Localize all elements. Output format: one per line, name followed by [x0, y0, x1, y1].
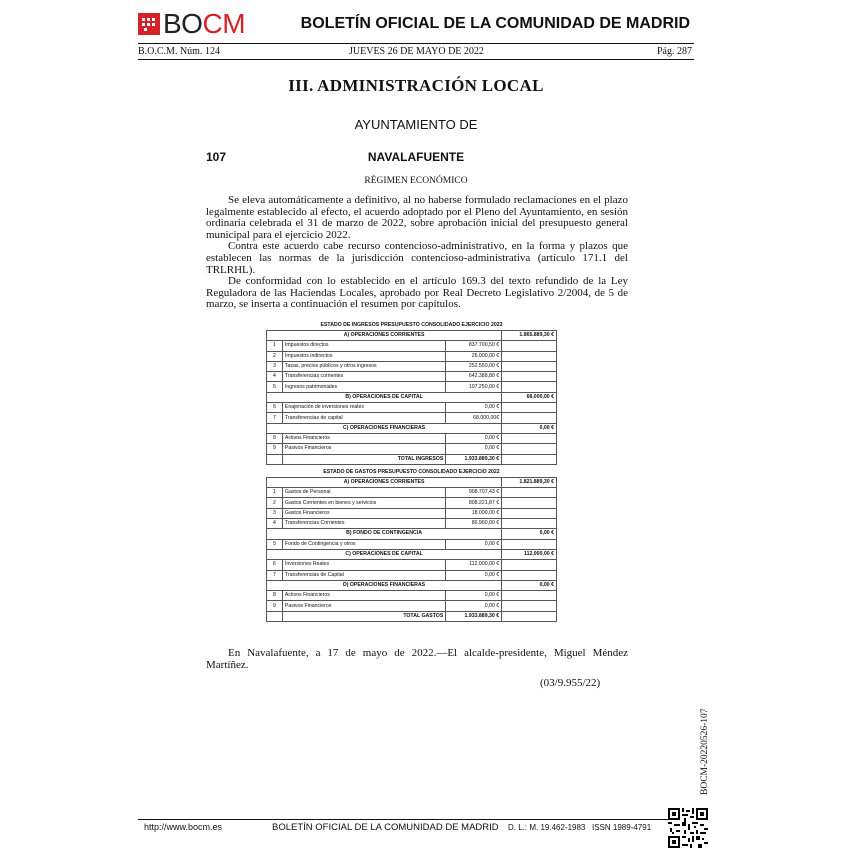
announcement-body	[206, 195, 628, 311]
chapter-name: Impuestos indirectos	[282, 351, 445, 361]
table-row	[267, 570, 557, 580]
section-row	[267, 529, 557, 539]
footer-legal-deposit: D. L.: M. 19.462-1983	[508, 823, 586, 832]
total-value: 1.933.889,30 €	[446, 611, 502, 621]
chapter-name: Transferencias corrientes	[282, 372, 445, 382]
footer-url[interactable]: http://www.bocm.es	[144, 822, 223, 832]
chapter-number: 9	[267, 444, 283, 454]
empty-cell	[502, 351, 557, 361]
logo-text-bo: BO	[163, 8, 203, 39]
total-row	[267, 611, 557, 621]
header-rule	[138, 43, 694, 44]
chapter-name: Gastos Corrientes en bienes y servicios	[282, 498, 445, 508]
issue-number: B.O.C.M. Núm. 124	[138, 46, 220, 57]
paragraph: De conformidad con lo establecido en el artículo 169.3 del texto refundido de la Ley Reguladora de las Haciendas Locales, aprobado por Real Decreto Legislativo 2/2004, de 5 de marzo, se inserta a continuación el resumen por capítulos.	[206, 275, 628, 311]
empty-cell	[502, 341, 557, 351]
chapter-amount: 0,00 €	[446, 570, 502, 580]
chapter-amount: 837.700,50 €	[446, 341, 502, 351]
chapter-number: 8	[267, 433, 283, 443]
chapter-number: 3	[267, 361, 283, 371]
ingresos-table-title: ESTADO DE INGRESOS PRESUPUESTO CONSOLIDADO EJERCICIO 2022	[320, 322, 503, 328]
logo-text-cm: CM	[202, 8, 246, 39]
chapter-number: 7	[267, 413, 283, 423]
ayuntamiento-heading: AYUNTAMIENTO DE	[354, 117, 478, 132]
chapter-amount: 112.000,00 €	[446, 560, 502, 570]
table-row	[267, 508, 557, 518]
chapter-amount: 808.221,87 €	[446, 498, 502, 508]
closing-paragraph: En Navalafuente, a 17 de mayo de 2022.—El alcalde-presidente, Miguel Méndez Martíñez.	[206, 647, 628, 671]
empty-cell	[502, 519, 557, 529]
chapter-amount: 908.707,43 €	[446, 488, 502, 498]
chapter-number: 7	[267, 570, 283, 580]
empty-cell	[502, 444, 557, 454]
total-label: TOTAL INGRESOS	[282, 454, 445, 464]
empty-cell	[502, 361, 557, 371]
chapter-name: Transferencias de Capital	[282, 570, 445, 580]
chapter-number: 5	[267, 539, 283, 549]
chapter-amount: 252.550,00 €	[446, 361, 502, 371]
table-row	[267, 601, 557, 611]
section-label: A) OPERACIONES CORRIENTES	[267, 331, 502, 341]
chapter-name: Inversiones Reales	[282, 560, 445, 570]
section-row	[267, 549, 557, 559]
section-total: 112.000,00 €	[502, 549, 557, 559]
section-row	[267, 477, 557, 487]
chapter-name: Fondo de Contingencia y otros	[282, 539, 445, 549]
empty-cell	[502, 382, 557, 392]
table-row	[267, 488, 557, 498]
chapter-name: Activos Financieros	[282, 591, 445, 601]
section-row	[267, 331, 557, 341]
empty-cell	[502, 403, 557, 413]
empty-cell	[502, 560, 557, 570]
page-number: Pág. 287	[657, 46, 692, 57]
chapter-name: Ingresos patrimoniales	[282, 382, 445, 392]
closing-text	[206, 648, 628, 671]
qr-code-icon	[668, 808, 708, 848]
chapter-number: 1	[267, 488, 283, 498]
total-row	[267, 454, 557, 464]
empty-cell	[502, 372, 557, 382]
chapter-amount: 0,00 €	[446, 433, 502, 443]
empty-cell	[502, 601, 557, 611]
section-total: 0,00 €	[502, 423, 557, 433]
chapter-name: Transferencias de capital	[282, 413, 445, 423]
section-row	[267, 392, 557, 402]
chapter-number: 3	[267, 508, 283, 518]
chapter-number: 4	[267, 372, 283, 382]
chapter-name: Tasas, precios públicos y otros ingresos	[282, 361, 445, 371]
chapter-number: 6	[267, 560, 283, 570]
table-row	[267, 560, 557, 570]
empty-cell	[502, 539, 557, 549]
budget-tables	[266, 320, 566, 622]
empty-cell	[502, 413, 557, 423]
chapter-number: 5	[267, 382, 283, 392]
chapter-amount: 0,00 €	[446, 601, 502, 611]
chapter-number: 8	[267, 591, 283, 601]
issue-date: JUEVES 26 DE MAYO DE 2022	[349, 46, 484, 57]
section-label: D) OPERACIONES FINANCIERAS	[267, 580, 502, 590]
chapter-name: Gastos Financieros	[282, 508, 445, 518]
table-row	[267, 403, 557, 413]
chapter-amount: 0,00 €	[446, 444, 502, 454]
chapter-name: Gastos de Personal	[282, 488, 445, 498]
chapter-name: Activos Financieros	[282, 433, 445, 443]
table-row	[267, 539, 557, 549]
empty-cell	[267, 454, 283, 464]
chapter-amount: 0,00 €	[446, 591, 502, 601]
chapter-amount: 0,00 €	[446, 539, 502, 549]
table-row	[267, 382, 557, 392]
vertical-bocm-code: BOCM-20220526-107	[700, 708, 710, 795]
chapter-number: 1	[267, 341, 283, 351]
chapter-number: 4	[267, 519, 283, 529]
section-total: 1.865.889,30 €	[502, 331, 557, 341]
empty-cell	[502, 591, 557, 601]
town-name: NAVALAFUENTE	[367, 150, 465, 164]
chapter-amount: 18.000,00 €	[446, 508, 502, 518]
empty-cell	[502, 454, 557, 464]
empty-cell	[502, 570, 557, 580]
section-label: C) OPERACIONES FINANCIERAS	[267, 423, 502, 433]
empty-cell	[502, 498, 557, 508]
empty-cell	[267, 611, 283, 621]
reference-code: (03/9.955/22)	[540, 677, 601, 689]
chapter-name: Transferencias Corrientes	[282, 519, 445, 529]
regimen-heading: RÉGIMEN ECONÓMICO	[364, 176, 468, 186]
ingresos-table	[266, 330, 557, 465]
section-label: B) OPERACIONES DE CAPITAL	[267, 392, 502, 402]
section-total: 0,00 €	[502, 580, 557, 590]
bulletin-title: BOLETÍN OFICIAL DE LA COMUNIDAD DE MADRID	[300, 15, 690, 32]
table-row	[267, 433, 557, 443]
table-row	[267, 351, 557, 361]
chapter-amount: 68.000,00€	[446, 413, 502, 423]
section-label: C) OPERACIONES DE CAPITAL	[267, 549, 502, 559]
section-row	[267, 423, 557, 433]
empty-cell	[502, 488, 557, 498]
meta-rule	[138, 59, 694, 60]
table-row	[267, 361, 557, 371]
table-row	[267, 413, 557, 423]
paragraph: Se eleva automáticamente a definitivo, al no haberse formulado reclamaciones en el plazo legalmente establecido al efecto, el acuerdo adoptado por el Pleno del Ayuntamiento, en sesión ordinaria celebrada el 31 de marzo de 2022, sobre aprobación inicial del presupuesto general municipal para el ejercicio 2022.	[206, 194, 628, 241]
section-total: 1.821.889,30 €	[502, 477, 557, 487]
footer-issn: ISSN 1989-4791	[592, 823, 652, 832]
empty-cell	[502, 508, 557, 518]
chapter-number: 9	[267, 601, 283, 611]
chapter-name: Pasivos Financieros	[282, 444, 445, 454]
section-total: 68.000,00 €	[502, 392, 557, 402]
empty-cell	[502, 433, 557, 443]
section-row	[267, 580, 557, 590]
chapter-amount: 86.960,00 €	[446, 519, 502, 529]
gastos-table	[266, 477, 557, 622]
empty-cell	[502, 611, 557, 621]
section-title: III. ADMINISTRACIÓN LOCAL	[288, 76, 544, 95]
chapter-number: 2	[267, 351, 283, 361]
chapter-amount: 642.388,80 €	[446, 372, 502, 382]
announcement-number: 107	[206, 150, 227, 164]
gastos-table-title: ESTADO DE GASTOS PRESUPUESTO CONSOLIDADO EJERCICIO 2022	[323, 468, 500, 475]
section-label: A) OPERACIONES CORRIENTES	[267, 477, 502, 487]
section-label: B) FONDO DE CONTINGENCIA	[267, 529, 502, 539]
table-row	[267, 372, 557, 382]
total-label: TOTAL GASTOS	[282, 611, 445, 621]
paragraph: Contra este acuerdo cabe recurso contencioso-administrativo, en la forma y plazos que establecen las normas de la jurisdicción contencioso-administrativa (artículo 171.1 del TRLRHL).	[206, 240, 628, 276]
madrid-stars-icon	[138, 13, 160, 35]
section-total: 0,00 €	[502, 529, 557, 539]
chapter-name: Impuestos directos	[282, 341, 445, 351]
table-row	[267, 444, 557, 454]
table-row	[267, 341, 557, 351]
footer-title: BOLETÍN OFICIAL DE LA COMUNIDAD DE MADRID	[272, 822, 499, 833]
table-row	[267, 519, 557, 529]
bocm-logo	[138, 10, 245, 38]
chapter-amount: 107.250,00 €	[446, 382, 502, 392]
chapter-number: 2	[267, 498, 283, 508]
chapter-name: Pasivos Financieros	[282, 601, 445, 611]
chapter-amount: 0,00 €	[446, 403, 502, 413]
chapter-name: Enajenación de inversiones reales	[282, 403, 445, 413]
table-row	[267, 498, 557, 508]
table-row	[267, 591, 557, 601]
chapter-number: 6	[267, 403, 283, 413]
total-value: 1.933.889,30 €	[446, 454, 502, 464]
chapter-amount: 26.000,00 €	[446, 351, 502, 361]
